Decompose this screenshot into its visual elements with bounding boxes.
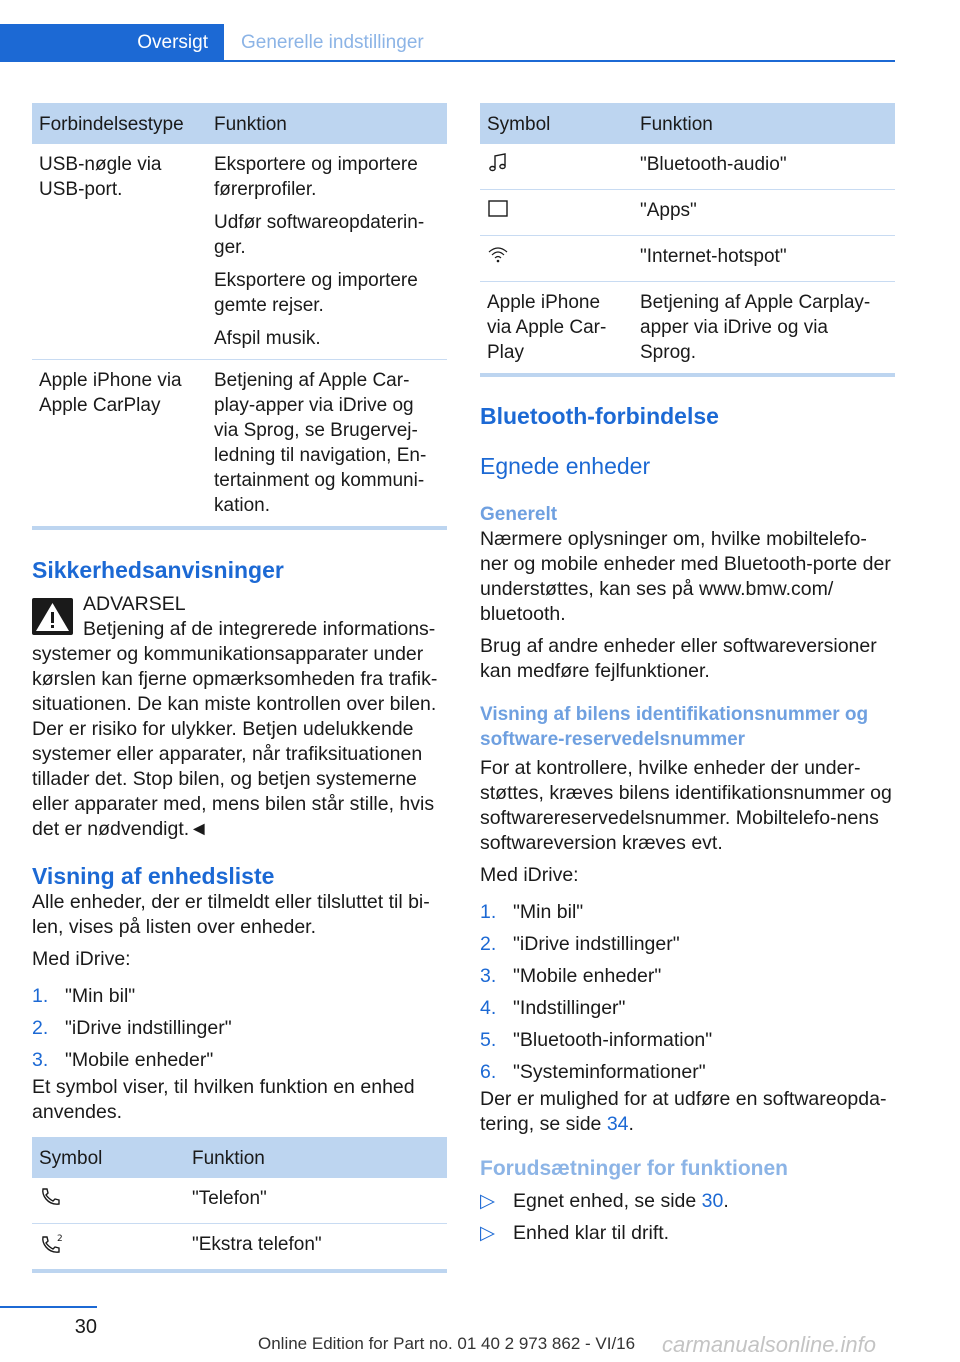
general-paragraph-2: Brug af andre enheder eller softwareversioner kan medføre fejlfunktioner.	[480, 635, 877, 682]
watermark: carmanualsonline.info	[662, 1332, 877, 1357]
bluetooth-heading: Bluetooth-forbindelse	[480, 403, 719, 429]
list-item	[480, 1221, 895, 1246]
right-column	[480, 103, 895, 1253]
phone-2-icon	[39, 1234, 65, 1259]
step-text: "Indstillinger"	[513, 997, 626, 1019]
step-number: 3.	[32, 1049, 49, 1071]
table-header-function: Funktion	[207, 103, 447, 144]
warning-first-line: Betjening af de integrerede informations-	[83, 618, 436, 640]
function-cell	[207, 144, 447, 360]
warning-text: systemer og kommunikationsapparater under kørslen kan fjerne opmærksomheden fra trafik-situationen. De kan miste kontrollen over bilen. Der er risiko for ulykker. Betjen udelukkende systemer eller apparater, når trafiksituationen tillader det. Stop bilen, og betjen systemerne eller apparater med, mens bilen står stille, hvis det er nødvendigt.◄	[32, 643, 438, 840]
tab-generelle-indstillinger[interactable]: Generelle indstillinger	[241, 32, 424, 53]
connection-type-cell: USB-nøgle via USB-port.	[32, 144, 207, 360]
symbol-cell	[32, 1178, 185, 1224]
step-number: 1.	[32, 985, 49, 1007]
connection-type-cell: Apple iPhone via Apple CarPlay	[39, 370, 182, 416]
table-row	[32, 144, 447, 360]
bullet-triangle-icon: ▷	[480, 1222, 495, 1244]
function-cell: Betjening af Apple Carplay-apper via iDrive og via Sprog.	[640, 292, 871, 363]
symbol-cell	[32, 1224, 185, 1270]
list-item	[480, 1028, 895, 1053]
symbol-text: Et symbol viser, til hvilken funktion en enhed anvendes.	[32, 1076, 415, 1123]
table-row	[480, 282, 895, 374]
symbol-cell	[480, 190, 633, 236]
right-steps-list	[480, 900, 895, 1085]
update-text: Der er mulighed for at udføre en softwareopda-tering, se side	[480, 1088, 887, 1135]
warning-title: ADVARSEL	[83, 593, 186, 615]
table-row	[480, 144, 895, 190]
table-row	[480, 190, 895, 236]
table-row	[32, 1178, 447, 1224]
table-header-symbol: Symbol	[32, 1137, 185, 1178]
step-number: 6.	[480, 1061, 497, 1083]
list-item	[480, 996, 895, 1021]
table-end-rule	[32, 526, 447, 530]
step-text: "Bluetooth-information"	[513, 1029, 713, 1051]
step-text: "iDrive indstillinger"	[65, 1017, 232, 1039]
suitable-devices-heading: Egnede enheder	[480, 453, 651, 479]
bullet-triangle-icon: ▷	[480, 1190, 495, 1212]
svg-text:2: 2	[57, 1234, 63, 1244]
connection-type-table	[32, 103, 447, 526]
bullet-text: Egnet enhed, se side	[513, 1190, 702, 1212]
list-item	[32, 984, 447, 1009]
device-list-heading: Visning af enhedsliste	[32, 863, 275, 889]
function-cell: "Internet-hotspot"	[633, 236, 895, 282]
general-heading: Generelt	[480, 504, 558, 525]
step-number: 3.	[480, 965, 497, 987]
symbol-table-phone	[32, 1137, 447, 1269]
step-text: "Mobile enheder"	[65, 1049, 214, 1071]
step-text: "Min bil"	[65, 985, 136, 1007]
table-row	[32, 1224, 447, 1270]
vin-heading: Visning af bilens identifikationsnummer og software-reservedelsnummer	[480, 704, 869, 750]
function-cell: "Apps"	[633, 190, 895, 236]
step-text: "iDrive indstillinger"	[513, 933, 680, 955]
table-end-rule	[480, 373, 895, 377]
function-text: Eksportere og importere gemte rejser.	[214, 270, 418, 316]
step-number: 2.	[480, 933, 497, 955]
function-cell: "Bluetooth-audio"	[633, 144, 895, 190]
list-item	[480, 932, 895, 957]
function-cell: "Telefon"	[185, 1178, 447, 1224]
with-idrive-label: Med iDrive:	[480, 864, 579, 886]
function-cell: "Ekstra telefon"	[192, 1234, 322, 1255]
page-link-34[interactable]: 34	[606, 1113, 629, 1135]
table-row	[480, 236, 895, 282]
step-number: 5.	[480, 1029, 497, 1051]
bullet-text: Enhed klar til drift.	[513, 1222, 670, 1244]
vin-text: For at kontrollere, hvilke enheder der under-støttes, kræves bilens identifikationsnummer og softwarereservedelsnummer. Mobiltelefo-nens softwareversion kræves evt.	[480, 757, 892, 854]
function-text: Eksportere og importere førerprofiler.	[214, 154, 418, 200]
page-number: 30	[74, 1316, 97, 1338]
left-steps-list	[32, 984, 447, 1073]
table-header-function: Funktion	[185, 1137, 447, 1178]
step-text: "Mobile enheder"	[513, 965, 662, 987]
music-note-icon	[487, 158, 509, 179]
warning-box	[32, 592, 447, 842]
warning-triangle-icon	[32, 598, 73, 635]
step-number: 1.	[480, 901, 497, 923]
list-item	[480, 1189, 895, 1214]
list-item	[480, 964, 895, 989]
safety-heading: Sikkerhedsanvisninger	[32, 557, 284, 583]
table-row	[32, 360, 447, 527]
table-end-rule	[32, 1269, 447, 1273]
phone-icon	[39, 1192, 61, 1213]
list-item	[480, 1060, 895, 1085]
apps-icon	[487, 204, 509, 225]
general-paragraph-1: Nærmere oplysninger om, hvilke mobiltelefo-ner og mobile enheder med Bluetooth-porte der understøttes, kan ses på www.bmw.com/ bluetooth.	[480, 528, 891, 625]
step-text: "Min bil"	[513, 901, 584, 923]
software-update-text	[480, 1087, 895, 1137]
symbol-table-media	[480, 103, 895, 373]
function-text: Afspil musik.	[214, 328, 321, 349]
list-item	[32, 1048, 447, 1073]
header-tabs	[0, 24, 895, 62]
page-link-30[interactable]: 30	[701, 1190, 724, 1212]
step-text: "Systeminformationer"	[513, 1061, 706, 1083]
table-header-function: Funktion	[633, 103, 895, 144]
table-header-symbol: Symbol	[480, 103, 633, 144]
table-header-connection-type: Forbindelsestype	[32, 103, 207, 144]
function-cell	[207, 360, 447, 527]
bullet-text-end: .	[723, 1190, 729, 1212]
edition-text: Online Edition for Part no. 01 40 2 973 862 - VI/16	[258, 1334, 636, 1353]
update-text-end: .	[628, 1113, 634, 1135]
function-text: Betjening af Apple Car-play-apper via iDrive og via Sprog, se Brugervej-ledning til navigation, En-tertainment og kommuni-kation.	[214, 370, 427, 516]
symbol-cell: Apple iPhone via Apple Car-Play	[487, 292, 607, 363]
footer-rule	[0, 1306, 97, 1308]
prerequisites-list	[480, 1189, 895, 1246]
list-item	[32, 1016, 447, 1041]
device-list-text: Alle enheder, der er tilmeldt eller tilsluttet til bi-len, vises på listen over enheder.	[32, 891, 430, 938]
wifi-icon	[487, 250, 509, 271]
list-item	[480, 900, 895, 925]
prerequisites-heading: Forudsætninger for funktionen	[480, 1157, 788, 1180]
function-text: Udfør softwareopdaterin-ger.	[214, 212, 425, 258]
step-number: 2.	[32, 1017, 49, 1039]
step-number: 4.	[480, 997, 497, 1019]
with-idrive-label: Med iDrive:	[32, 948, 131, 970]
symbol-cell	[480, 144, 633, 190]
left-column	[32, 103, 447, 1273]
symbol-cell	[480, 236, 633, 282]
tab-oversigt[interactable]: Oversigt	[0, 24, 224, 62]
